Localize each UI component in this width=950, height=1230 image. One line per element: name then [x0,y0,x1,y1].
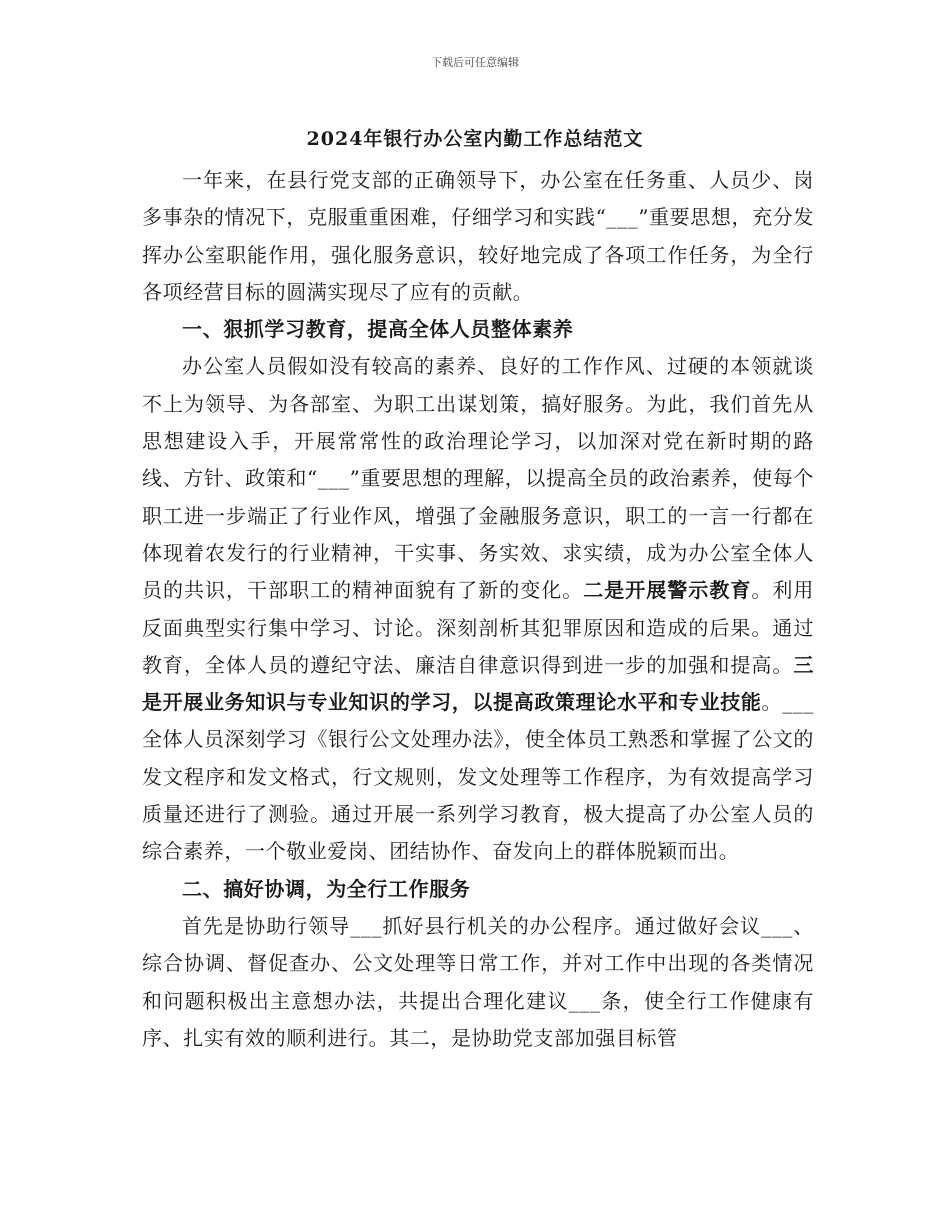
bold-point-warning-education: 二是开展警示教育 [583,578,752,603]
paragraph-text: 。利用反面典型实行集中学习、讨论。深刻剖析其犯罪原因和造成的后果。通过教育，全体人员的遵纪守法、廉洁自律意识得到进一步的加强和提高。 [142,578,814,677]
section-heading-1: 一、狠抓学习教育，提高全体人员整体素养 [182,317,574,342]
document-body [142,162,814,1057]
paragraph-text: 办公室人员假如没有较高的素养、良好的工作作风、过硬的本领就谈不上为领导、为各部室、为职工出谋划策，搞好服务。为此，我们首先从思想建设入手，开展常常性的政治理论学习，以加深对党在新时期的路线、方针、政策和“___”重要思想的理解，以提高全员的政治素养，使每个职工进一步端正了行业作风，增强了金融服务意识，职工的一言一行都在体现着农发行的行业精神，干实事、务实效、求实绩，成为办公室全体人员的共识，干部职工的精神面貌有了新的变化。 [142,354,814,603]
section-2-paragraph: 首先是协助行领导___抓好县行机关的办公程序。通过做好会议___、综合协调、督促查办、公文处理等日常工作，并对工作中出现的各类情况和问题积极出主意想办法，共提出合理化建议___条，使全行工作健康有序、扎实有效的顺利进行。其二，是协助党支部加强目标管 [142,913,814,1050]
header-note: 下载后可任意编辑 [431,56,519,69]
bold-point-professional-study: 三是开展业务知识与专业知识的学习，以提高政策理论水平和专业技能 [142,652,814,715]
section-heading-2: 二、搞好协调，为全行工作服务 [182,876,471,901]
section-1-paragraph [142,348,814,870]
intro-paragraph: 一年来，在县行党支部的正确领导下，办公室在任务重、人员少、岗多事杂的情况下，克服重重困难，仔细学习和实践“___”重要思想，充分发挥办公室职能作用，强化服务意识，较好地完成了各项工作任务，为全行各项经营目标的圆满实现尽了应有的贡献。 [142,168,814,304]
paragraph-text: 。___全体人员深刻学习《银行公文处理办法》，使全体员工熟悉和掌握了公文的发文程序和发文格式，行文规则，发文处理等工作程序，为有效提高学习质量还进行了测验。通过开展一系列学习教育，极大提高了办公室人员的综合素养，一个敬业爱岗、团结协作、奋发向上的群体脱颖而出。 [142,690,814,864]
document-title: 2024年银行办公室内勤工作总结范文 [306,128,644,150]
